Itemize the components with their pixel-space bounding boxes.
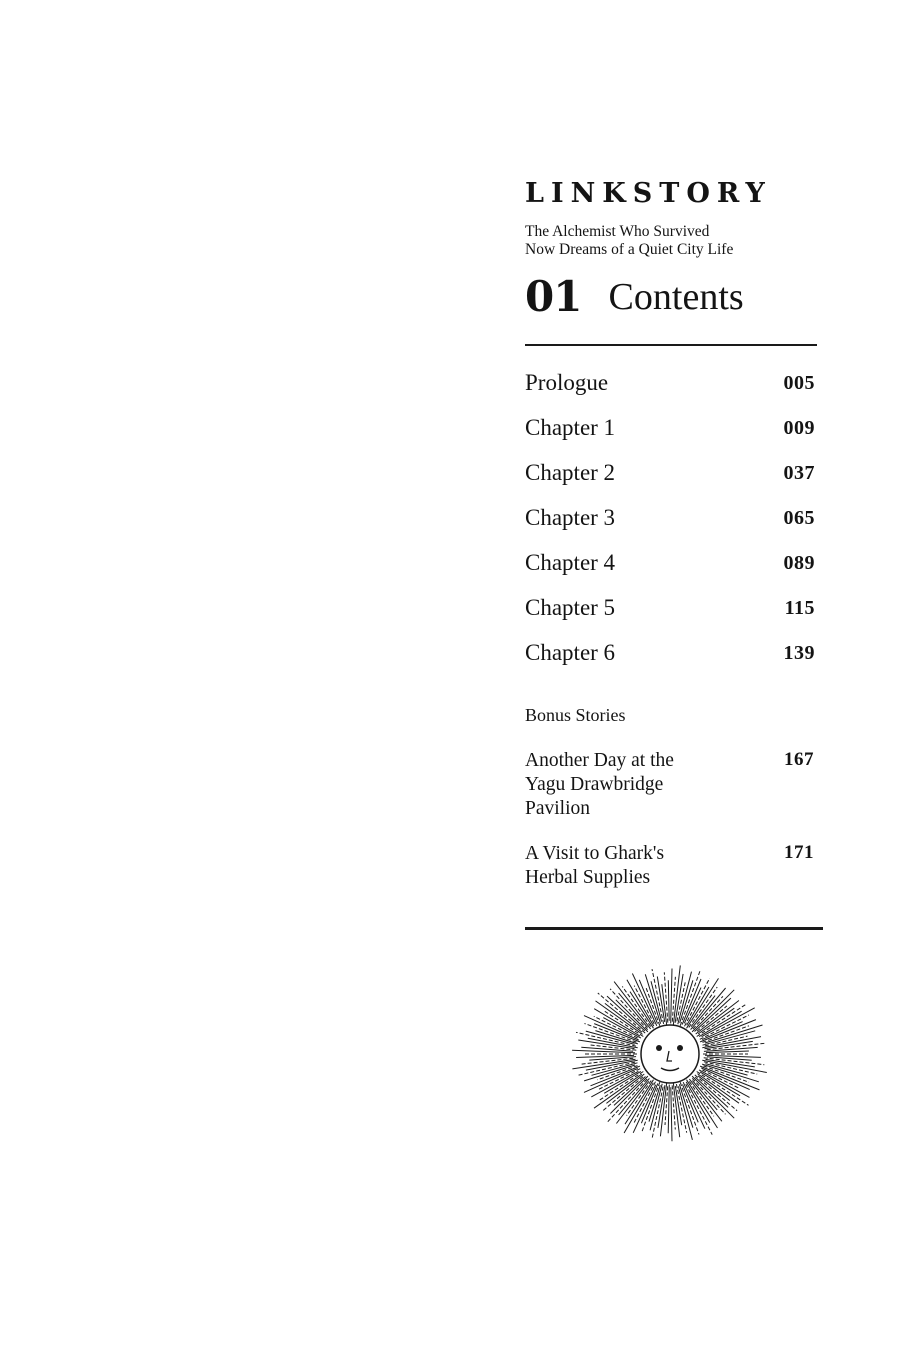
bonus-entry-page: 167 <box>784 749 814 770</box>
toc-entry-label: Chapter 3 <box>525 505 616 530</box>
sun-ray <box>680 1082 699 1134</box>
divider-top <box>525 344 817 346</box>
sun-ray <box>702 1064 759 1082</box>
toc-entry-chapter-3[interactable] <box>525 505 817 550</box>
toc-entry-chapter-5[interactable] <box>525 595 817 640</box>
bonus-label-line: A Visit to Ghark's <box>525 843 665 864</box>
toc-entry-label: Chapter 6 <box>525 640 616 665</box>
sun-ray <box>633 1085 656 1133</box>
sun-face-icon <box>555 952 785 1157</box>
bonus-label-line: Another Day at the <box>525 750 674 771</box>
sun-face <box>641 1025 699 1083</box>
volume-heading <box>525 272 744 321</box>
divider-bottom <box>525 927 823 930</box>
toc-entry-chapter-6[interactable] <box>525 640 817 685</box>
sun-ray <box>633 1082 655 1124</box>
table-of-contents <box>525 370 817 685</box>
sun-ray <box>627 1081 652 1116</box>
sun-ray <box>668 980 669 1021</box>
toc-entry-label: Chapter 4 <box>525 550 616 575</box>
bonus-entry-page: 171 <box>784 842 814 863</box>
toc-entry-chapter-1[interactable] <box>525 415 817 460</box>
bonus-label-line: Yagu Drawbridge <box>525 774 664 795</box>
subtitle-line-1: The Alchemist Who Survived <box>525 223 710 240</box>
sun-ray <box>680 980 693 1023</box>
toc-entry-chapter-2[interactable] <box>525 460 817 505</box>
sun-eye-left <box>656 1045 662 1051</box>
toc-entry-page: 009 <box>783 417 815 439</box>
toc-entry-prologue[interactable] <box>525 370 817 415</box>
sun-ray <box>671 1087 672 1141</box>
bonus-entry-drawbridge[interactable] <box>525 749 817 821</box>
sun-eye-right <box>677 1045 683 1051</box>
book-subtitle <box>525 223 825 259</box>
sun-ray <box>695 1075 737 1111</box>
toc-entry-chapter-4[interactable] <box>525 550 817 595</box>
sun-ray <box>680 970 700 1026</box>
subtitle-line-2: Now Dreams of a Quiet City Life <box>525 241 734 258</box>
toc-entry-page: 115 <box>784 597 815 619</box>
toc-entry-page: 005 <box>783 372 815 394</box>
toc-entry-label: Chapter 5 <box>525 595 616 620</box>
contents-title: Contents <box>608 276 744 318</box>
sun-ray <box>671 969 672 1024</box>
toc-entry-page: 037 <box>783 462 815 484</box>
toc-entry-label: Chapter 2 <box>525 460 616 485</box>
toc-entry-page: 139 <box>783 642 815 664</box>
sun-ray <box>650 1084 662 1130</box>
bonus-stories-heading: Bonus Stories <box>525 705 626 725</box>
bonus-entry-label <box>525 842 735 890</box>
sun-ray <box>678 1086 692 1140</box>
toc-entry-label: Prologue <box>525 370 609 395</box>
toc-entry-label: Chapter 1 <box>525 415 616 440</box>
volume-number: 01 <box>525 272 582 321</box>
bonus-entry-herbal[interactable] <box>525 842 817 890</box>
bonus-entry-label <box>525 749 735 821</box>
sun-ray <box>610 1076 648 1113</box>
bonus-label-line: Herbal Supplies <box>525 867 651 888</box>
sun-ray <box>678 972 692 1025</box>
sun-ray <box>689 1081 714 1116</box>
bonus-label-line: Pavilion <box>525 798 591 819</box>
series-logo: LINKSTORY <box>525 178 772 209</box>
sun-ray <box>668 1085 669 1134</box>
toc-entry-page: 065 <box>783 507 815 529</box>
toc-entry-page: 089 <box>783 552 815 574</box>
sun-ray <box>702 1037 761 1048</box>
sun-ray <box>664 972 668 1022</box>
